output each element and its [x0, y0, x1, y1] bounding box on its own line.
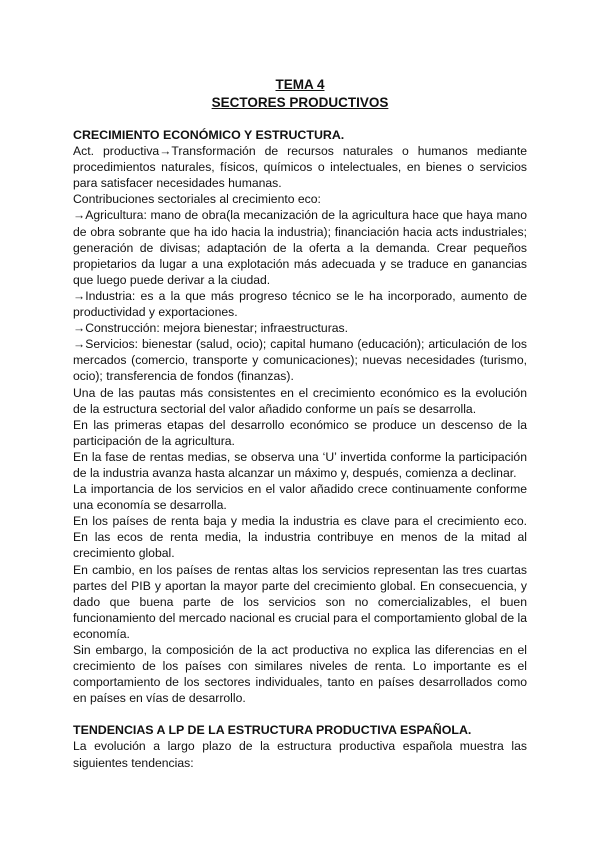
paragraph: Act. productiva→Transformación de recursos naturales o humanos mediante procedimientos naturales, físicos, químicos o intelectuales, en bienes o servicios para satisfacer necesidades humanas.: [73, 144, 527, 191]
paragraph: →Industria: es a la que más progreso técnico se le ha incorporado, aumento de productividad y exportaciones.: [73, 288, 527, 320]
document-body: [73, 127, 527, 771]
paragraph: →Servicios: bienestar (salud, ocio); capital humano (educación); articulación de los mercados (comercio, transporte y comunicaciones); nuevas necesidades (turismo, ocio); transferencia de fondos (finanzas).: [73, 337, 527, 384]
paragraph: →Agricultura: mano de obra(la mecanización de la agricultura hace que haya mano de obra sobrante que ha ido hacia la industria); financiación hacia acts industriales; generación de divisas; adaptación de la oferta a la demanda. Crear pequeños propietarios da lugar a una explotación más adecuada y se traduce en ganancias que luego puede derivar a la ciudad.: [73, 208, 527, 287]
paragraph: En los países de renta baja y media la industria es clave para el crecimiento eco. En las ecos de renta media, la industria contribuye en menos de la mitad al crecimiento global.: [73, 514, 527, 561]
paragraph: Sin embargo, la composición de la act productiva no explica las diferencias en el crecimiento de los países con similares niveles de renta. Lo importante es el comportamiento de los sectores individuales, tanto en países desarrollados como en países en vías de desarrollo.: [73, 643, 527, 706]
section-heading: TENDENCIAS A LP DE LA ESTRUCTURA PRODUCTIVA ESPAÑOLA.: [73, 723, 472, 738]
paragraph: Contribuciones sectoriales al crecimiento eco:: [73, 192, 321, 207]
paragraph: La evolución a largo plazo de la estructura productiva española muestra las siguientes tendencias:: [73, 739, 527, 770]
paragraph: En las primeras etapas del desarrollo económico se produce un descenso de la participación de la agricultura.: [73, 417, 527, 448]
title-block: [0, 76, 600, 112]
document-title: TEMA 4: [275, 77, 325, 92]
paragraph: La importancia de los servicios en el valor añadido crece continuamente conforme una economía se desarrolla.: [73, 482, 527, 513]
section-heading: CRECIMIENTO ECONÓMICO Y ESTRUCTURA.: [73, 128, 345, 142]
paragraph: En la fase de rentas medias, se observa una ‘U’ invertida conforme la participación de la industria avanza hasta alcanzar un máximo y, después, comienza a declinar.: [73, 449, 527, 480]
paragraph: Una de las pautas más consistentes en el crecimiento económico es la evolución de la estructura sectorial del valor añadido conforme un país se desarrolla.: [73, 385, 527, 416]
paragraph: En cambio, en los países de rentas altas los servicios representan las tres cuartas partes del PIB y aportan la mayor parte del crecimiento global. En consecuencia, y dado que buena parte de los servicios son no comercializables, el buen funcionamiento del mercado nacional es crucial para el comportamiento global de la economía.: [73, 562, 527, 641]
paragraph: →Construcción: mejora bienestar; infraestructuras.: [73, 321, 349, 336]
document-subtitle: SECTORES PRODUCTIVOS: [211, 95, 389, 110]
